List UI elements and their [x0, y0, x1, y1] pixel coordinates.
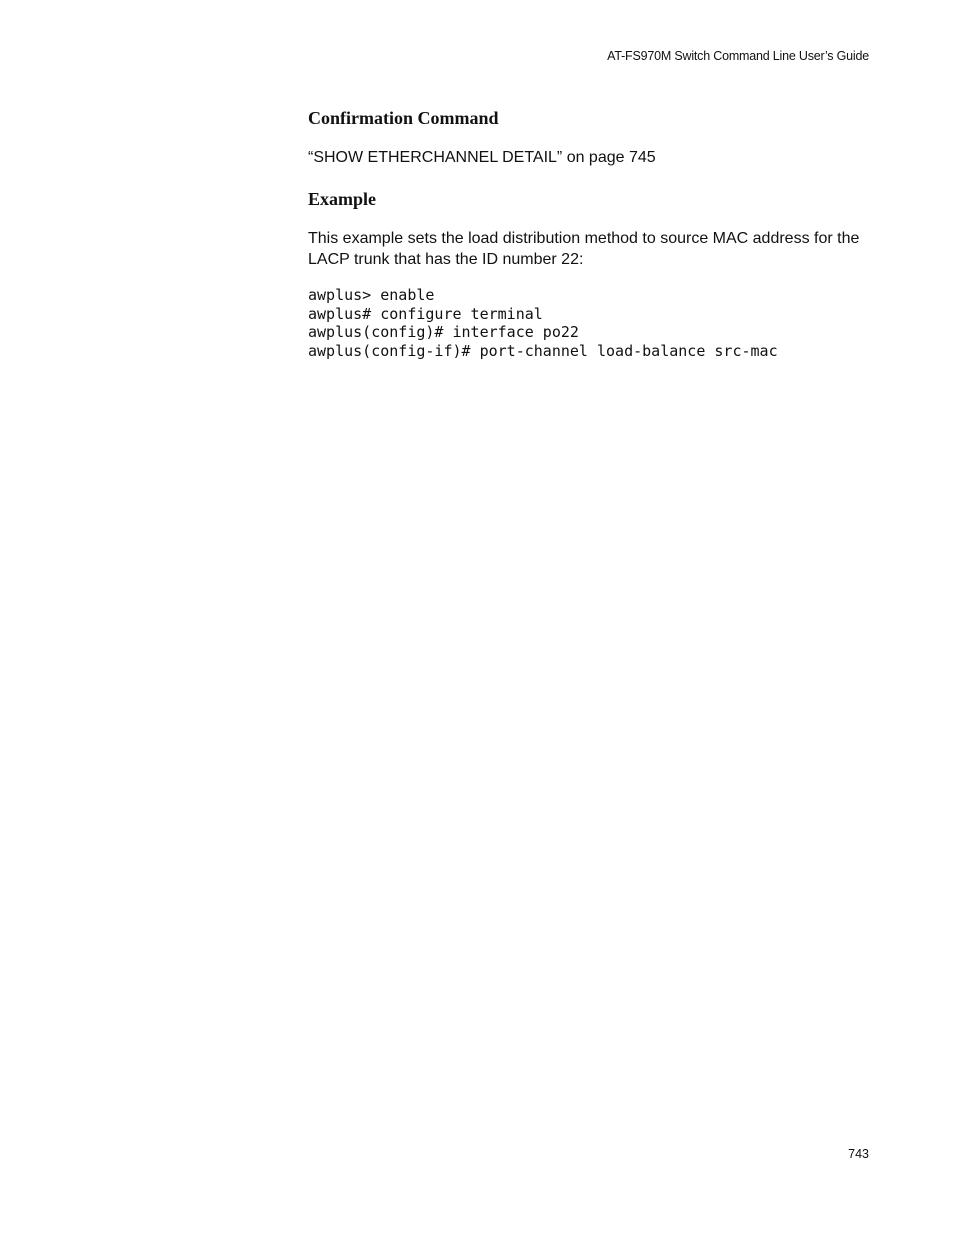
example-code-block — [308, 286, 778, 360]
confirmation-command-reference: “SHOW ETHERCHANNEL DETAIL” on page 745 — [308, 149, 656, 166]
page-number: 743 — [848, 1147, 869, 1161]
running-header-title: AT-FS970M Switch Command Line User’s Guide — [607, 49, 869, 63]
code-line: awplus# configure terminal — [308, 304, 543, 323]
code-line: awplus> enable — [308, 286, 435, 304]
example-heading: Example — [308, 189, 377, 209]
confirmation-command-heading: Confirmation Command — [308, 108, 499, 128]
code-line: awplus(config)# interface po22 — [308, 323, 579, 341]
code-line: awplus(config-if)# port-channel load-balance src-mac — [308, 341, 778, 360]
example-description: This example sets the load distribution method to source MAC address for the LACP trunk that has the ID number 22: — [308, 230, 860, 268]
